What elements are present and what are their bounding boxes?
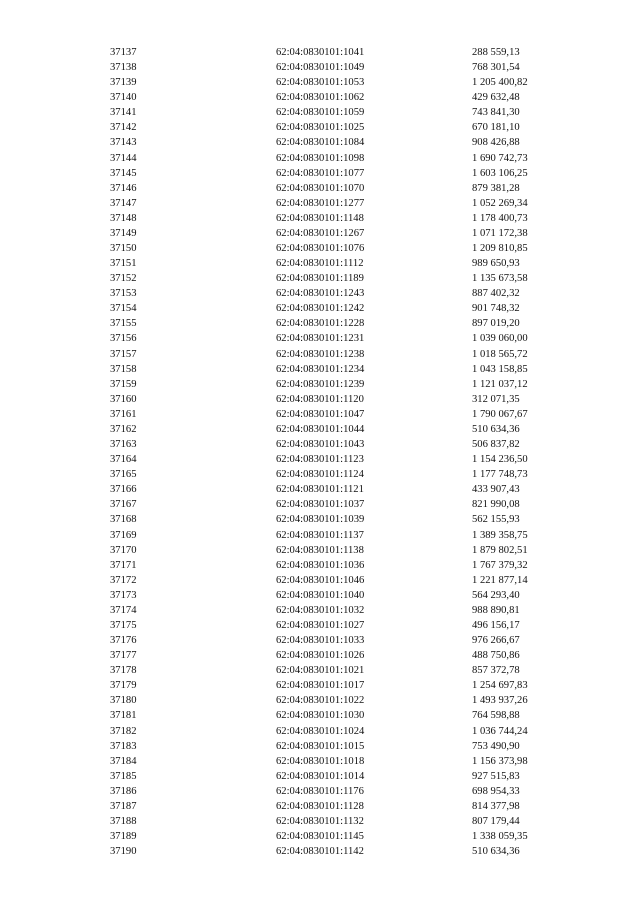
cadastral-number: 62:04:0830101:1027 bbox=[276, 619, 365, 631]
row-number: 37142 bbox=[110, 122, 137, 134]
table-row bbox=[0, 558, 640, 573]
table-row bbox=[0, 407, 640, 422]
table-row bbox=[0, 151, 640, 166]
cadastral-number: 62:04:0830101:1123 bbox=[276, 454, 364, 466]
row-number: 37144 bbox=[110, 152, 137, 164]
cadastral-value: 496 156,17 bbox=[472, 619, 520, 631]
row-number: 37155 bbox=[110, 318, 137, 330]
cadastral-value: 821 990,08 bbox=[472, 499, 520, 511]
table-row bbox=[0, 829, 640, 844]
cadastral-value: 1 177 748,73 bbox=[472, 469, 528, 481]
cadastral-number: 62:04:0830101:1228 bbox=[276, 318, 365, 330]
cadastral-value: 1 603 106,25 bbox=[472, 167, 528, 179]
cadastral-value: 768 301,54 bbox=[472, 62, 520, 74]
table-row bbox=[0, 301, 640, 316]
cadastral-number: 62:04:0830101:1176 bbox=[276, 785, 364, 797]
cadastral-number: 62:04:0830101:1239 bbox=[276, 378, 365, 390]
cadastral-number: 62:04:0830101:1021 bbox=[276, 665, 365, 677]
cadastral-number: 62:04:0830101:1267 bbox=[276, 227, 365, 239]
row-number: 37165 bbox=[110, 469, 137, 481]
row-number: 37152 bbox=[110, 273, 137, 285]
table-row bbox=[0, 392, 640, 407]
table-row bbox=[0, 60, 640, 75]
cadastral-number: 62:04:0830101:1017 bbox=[276, 680, 365, 692]
cadastral-value: 897 019,20 bbox=[472, 318, 520, 330]
cadastral-number: 62:04:0830101:1084 bbox=[276, 137, 365, 149]
table-row bbox=[0, 648, 640, 663]
row-number: 37172 bbox=[110, 574, 137, 586]
cadastral-number: 62:04:0830101:1024 bbox=[276, 725, 365, 737]
cadastral-number: 62:04:0830101:1128 bbox=[276, 800, 364, 812]
cadastral-number: 62:04:0830101:1120 bbox=[276, 393, 364, 405]
cadastral-value: 1 039 060,00 bbox=[472, 333, 528, 345]
cadastral-number: 62:04:0830101:1025 bbox=[276, 122, 365, 134]
cadastral-value: 1 879 802,51 bbox=[472, 544, 528, 556]
cadastral-value: 1 205 400,82 bbox=[472, 77, 528, 89]
row-number: 37148 bbox=[110, 212, 137, 224]
cadastral-value: 743 841,30 bbox=[472, 107, 520, 119]
row-number: 37176 bbox=[110, 635, 137, 647]
row-number: 37189 bbox=[110, 831, 137, 843]
cadastral-number: 62:04:0830101:1124 bbox=[276, 469, 364, 481]
cadastral-number: 62:04:0830101:1076 bbox=[276, 243, 365, 255]
row-number: 37145 bbox=[110, 167, 137, 179]
cadastral-number: 62:04:0830101:1026 bbox=[276, 650, 365, 662]
cadastral-number: 62:04:0830101:1053 bbox=[276, 77, 365, 89]
cadastral-value: 753 490,90 bbox=[472, 740, 520, 752]
cadastral-number: 62:04:0830101:1036 bbox=[276, 559, 365, 571]
table-row bbox=[0, 739, 640, 754]
table-row bbox=[0, 105, 640, 120]
table-row bbox=[0, 135, 640, 150]
row-number: 37162 bbox=[110, 423, 137, 435]
table-row bbox=[0, 226, 640, 241]
cadastral-number: 62:04:0830101:1242 bbox=[276, 303, 365, 315]
cadastral-value: 1 338 059,35 bbox=[472, 831, 528, 843]
cadastral-number: 62:04:0830101:1033 bbox=[276, 635, 365, 647]
row-number: 37181 bbox=[110, 710, 137, 722]
table-row bbox=[0, 799, 640, 814]
cadastral-value: 988 890,81 bbox=[472, 604, 520, 616]
row-number: 37171 bbox=[110, 559, 137, 571]
cadastral-number: 62:04:0830101:1037 bbox=[276, 499, 365, 511]
cadastral-value: 814 377,98 bbox=[472, 800, 520, 812]
cadastral-number: 62:04:0830101:1032 bbox=[276, 604, 365, 616]
row-number: 37186 bbox=[110, 785, 137, 797]
cadastral-value: 1 135 673,58 bbox=[472, 273, 528, 285]
cadastral-value-table bbox=[0, 45, 640, 859]
cadastral-number: 62:04:0830101:1043 bbox=[276, 439, 365, 451]
cadastral-value: 976 266,67 bbox=[472, 635, 520, 647]
row-number: 37174 bbox=[110, 604, 137, 616]
table-row bbox=[0, 678, 640, 693]
cadastral-value: 1 389 358,75 bbox=[472, 529, 528, 541]
row-number: 37183 bbox=[110, 740, 137, 752]
row-number: 37168 bbox=[110, 514, 137, 526]
cadastral-value: 1 156 373,98 bbox=[472, 755, 528, 767]
table-row bbox=[0, 271, 640, 286]
cadastral-number: 62:04:0830101:1098 bbox=[276, 152, 365, 164]
cadastral-number: 62:04:0830101:1030 bbox=[276, 710, 365, 722]
table-row bbox=[0, 814, 640, 829]
cadastral-number: 62:04:0830101:1039 bbox=[276, 514, 365, 526]
row-number: 37185 bbox=[110, 770, 137, 782]
table-row bbox=[0, 482, 640, 497]
row-number: 37154 bbox=[110, 303, 137, 315]
cadastral-value: 562 155,93 bbox=[472, 514, 520, 526]
table-row bbox=[0, 196, 640, 211]
cadastral-number: 62:04:0830101:1049 bbox=[276, 62, 365, 74]
table-row bbox=[0, 120, 640, 135]
cadastral-value: 670 181,10 bbox=[472, 122, 520, 134]
cadastral-number: 62:04:0830101:1047 bbox=[276, 408, 365, 420]
cadastral-value: 429 632,48 bbox=[472, 92, 520, 104]
cadastral-value: 433 907,43 bbox=[472, 484, 520, 496]
table-row bbox=[0, 241, 640, 256]
table-row bbox=[0, 769, 640, 784]
cadastral-value: 764 598,88 bbox=[472, 710, 520, 722]
cadastral-value: 1 221 877,14 bbox=[472, 574, 528, 586]
cadastral-value: 1 493 937,26 bbox=[472, 695, 528, 707]
row-number: 37153 bbox=[110, 288, 137, 300]
table-row bbox=[0, 784, 640, 799]
cadastral-value: 908 426,88 bbox=[472, 137, 520, 149]
cadastral-value: 927 515,83 bbox=[472, 770, 520, 782]
table-row bbox=[0, 543, 640, 558]
cadastral-number: 62:04:0830101:1040 bbox=[276, 589, 365, 601]
cadastral-value: 1 052 269,34 bbox=[472, 197, 528, 209]
cadastral-number: 62:04:0830101:1238 bbox=[276, 348, 365, 360]
row-number: 37149 bbox=[110, 227, 137, 239]
cadastral-value: 1 790 067,67 bbox=[472, 408, 528, 420]
table-row bbox=[0, 422, 640, 437]
cadastral-number: 62:04:0830101:1137 bbox=[276, 529, 364, 541]
cadastral-value: 887 402,32 bbox=[472, 288, 520, 300]
cadastral-value: 1 690 742,73 bbox=[472, 152, 528, 164]
row-number: 37188 bbox=[110, 815, 137, 827]
cadastral-value: 1 154 236,50 bbox=[472, 454, 528, 466]
row-number: 37166 bbox=[110, 484, 137, 496]
cadastral-value: 506 837,82 bbox=[472, 439, 520, 451]
row-number: 37190 bbox=[110, 846, 137, 858]
cadastral-value: 1 036 744,24 bbox=[472, 725, 528, 737]
row-number: 37139 bbox=[110, 77, 137, 89]
row-number: 37175 bbox=[110, 619, 137, 631]
row-number: 37150 bbox=[110, 243, 137, 255]
table-row bbox=[0, 90, 640, 105]
table-row bbox=[0, 211, 640, 226]
row-number: 37147 bbox=[110, 197, 137, 209]
table-row bbox=[0, 286, 640, 301]
cadastral-value: 698 954,33 bbox=[472, 785, 520, 797]
cadastral-value: 288 559,13 bbox=[472, 47, 520, 58]
row-number: 37187 bbox=[110, 800, 137, 812]
table-row bbox=[0, 467, 640, 482]
table-row bbox=[0, 331, 640, 346]
row-number: 37164 bbox=[110, 454, 137, 466]
row-number: 37160 bbox=[110, 393, 137, 405]
cadastral-number: 62:04:0830101:1138 bbox=[276, 544, 364, 556]
cadastral-value: 510 634,36 bbox=[472, 423, 520, 435]
cadastral-number: 62:04:0830101:1044 bbox=[276, 423, 365, 435]
cadastral-value: 1 018 565,72 bbox=[472, 348, 528, 360]
row-number: 37159 bbox=[110, 378, 137, 390]
row-number: 37182 bbox=[110, 725, 137, 737]
row-number: 37138 bbox=[110, 62, 137, 74]
row-number: 37141 bbox=[110, 107, 137, 119]
cadastral-number: 62:04:0830101:1148 bbox=[276, 212, 364, 224]
row-number: 37178 bbox=[110, 665, 137, 677]
table-row bbox=[0, 588, 640, 603]
cadastral-number: 62:04:0830101:1142 bbox=[276, 846, 364, 858]
row-number: 37180 bbox=[110, 695, 137, 707]
row-number: 37137 bbox=[110, 47, 137, 58]
cadastral-number: 62:04:0830101:1132 bbox=[276, 815, 364, 827]
table-row bbox=[0, 754, 640, 769]
cadastral-value: 1 254 697,83 bbox=[472, 680, 528, 692]
table-row bbox=[0, 166, 640, 181]
cadastral-number: 62:04:0830101:1077 bbox=[276, 167, 365, 179]
table-row bbox=[0, 663, 640, 678]
row-number: 37184 bbox=[110, 755, 137, 767]
row-number: 37157 bbox=[110, 348, 137, 360]
row-number: 37161 bbox=[110, 408, 137, 420]
table-row bbox=[0, 528, 640, 543]
cadastral-value: 510 634,36 bbox=[472, 846, 520, 858]
table-row bbox=[0, 75, 640, 90]
row-number: 37169 bbox=[110, 529, 137, 541]
table-row bbox=[0, 347, 640, 362]
table-row bbox=[0, 573, 640, 588]
table-row bbox=[0, 437, 640, 452]
cadastral-value: 857 372,78 bbox=[472, 665, 520, 677]
table-row bbox=[0, 618, 640, 633]
cadastral-value: 1 178 400,73 bbox=[472, 212, 528, 224]
cadastral-number: 62:04:0830101:1070 bbox=[276, 182, 365, 194]
row-number: 37163 bbox=[110, 439, 137, 451]
cadastral-number: 62:04:0830101:1062 bbox=[276, 92, 365, 104]
cadastral-number: 62:04:0830101:1022 bbox=[276, 695, 365, 707]
row-number: 37146 bbox=[110, 182, 137, 194]
cadastral-value: 1 767 379,32 bbox=[472, 559, 528, 571]
table-row bbox=[0, 633, 640, 648]
row-number: 37173 bbox=[110, 589, 137, 601]
cadastral-value: 1 043 158,85 bbox=[472, 363, 528, 375]
table-row bbox=[0, 708, 640, 723]
cadastral-number: 62:04:0830101:1121 bbox=[276, 484, 364, 496]
cadastral-number: 62:04:0830101:1277 bbox=[276, 197, 365, 209]
table-row bbox=[0, 316, 640, 331]
cadastral-value: 564 293,40 bbox=[472, 589, 520, 601]
cadastral-value: 488 750,86 bbox=[472, 650, 520, 662]
cadastral-number: 62:04:0830101:1014 bbox=[276, 770, 365, 782]
cadastral-value: 1 071 172,38 bbox=[472, 227, 528, 239]
table-row bbox=[0, 45, 640, 60]
table-row bbox=[0, 377, 640, 392]
row-number: 37143 bbox=[110, 137, 137, 149]
cadastral-value: 989 650,93 bbox=[472, 258, 520, 270]
row-number: 37156 bbox=[110, 333, 137, 345]
cadastral-number: 62:04:0830101:1145 bbox=[276, 831, 364, 843]
cadastral-number: 62:04:0830101:1018 bbox=[276, 755, 365, 767]
table-row bbox=[0, 693, 640, 708]
table-row bbox=[0, 844, 640, 859]
cadastral-number: 62:04:0830101:1041 bbox=[276, 47, 365, 58]
cadastral-value: 312 071,35 bbox=[472, 393, 520, 405]
table-row bbox=[0, 724, 640, 739]
row-number: 37140 bbox=[110, 92, 137, 104]
cadastral-value: 901 748,32 bbox=[472, 303, 520, 315]
table-row bbox=[0, 452, 640, 467]
cadastral-number: 62:04:0830101:1046 bbox=[276, 574, 365, 586]
table-row bbox=[0, 181, 640, 196]
row-number: 37151 bbox=[110, 258, 137, 270]
cadastral-number: 62:04:0830101:1243 bbox=[276, 288, 365, 300]
cadastral-number: 62:04:0830101:1189 bbox=[276, 273, 364, 285]
table-row bbox=[0, 362, 640, 377]
cadastral-number: 62:04:0830101:1015 bbox=[276, 740, 365, 752]
row-number: 37179 bbox=[110, 680, 137, 692]
table-row bbox=[0, 256, 640, 271]
cadastral-value: 807 179,44 bbox=[472, 815, 520, 827]
row-number: 37167 bbox=[110, 499, 137, 511]
cadastral-value: 1 209 810,85 bbox=[472, 243, 528, 255]
row-number: 37177 bbox=[110, 650, 137, 662]
table-row bbox=[0, 512, 640, 527]
row-number: 37158 bbox=[110, 363, 137, 375]
table-row bbox=[0, 497, 640, 512]
cadastral-number: 62:04:0830101:1112 bbox=[276, 258, 364, 270]
cadastral-number: 62:04:0830101:1059 bbox=[276, 107, 365, 119]
cadastral-number: 62:04:0830101:1231 bbox=[276, 333, 365, 345]
table-row bbox=[0, 603, 640, 618]
cadastral-number: 62:04:0830101:1234 bbox=[276, 363, 365, 375]
row-number: 37170 bbox=[110, 544, 137, 556]
cadastral-value: 1 121 037,12 bbox=[472, 378, 528, 390]
cadastral-value: 879 381,28 bbox=[472, 182, 520, 194]
